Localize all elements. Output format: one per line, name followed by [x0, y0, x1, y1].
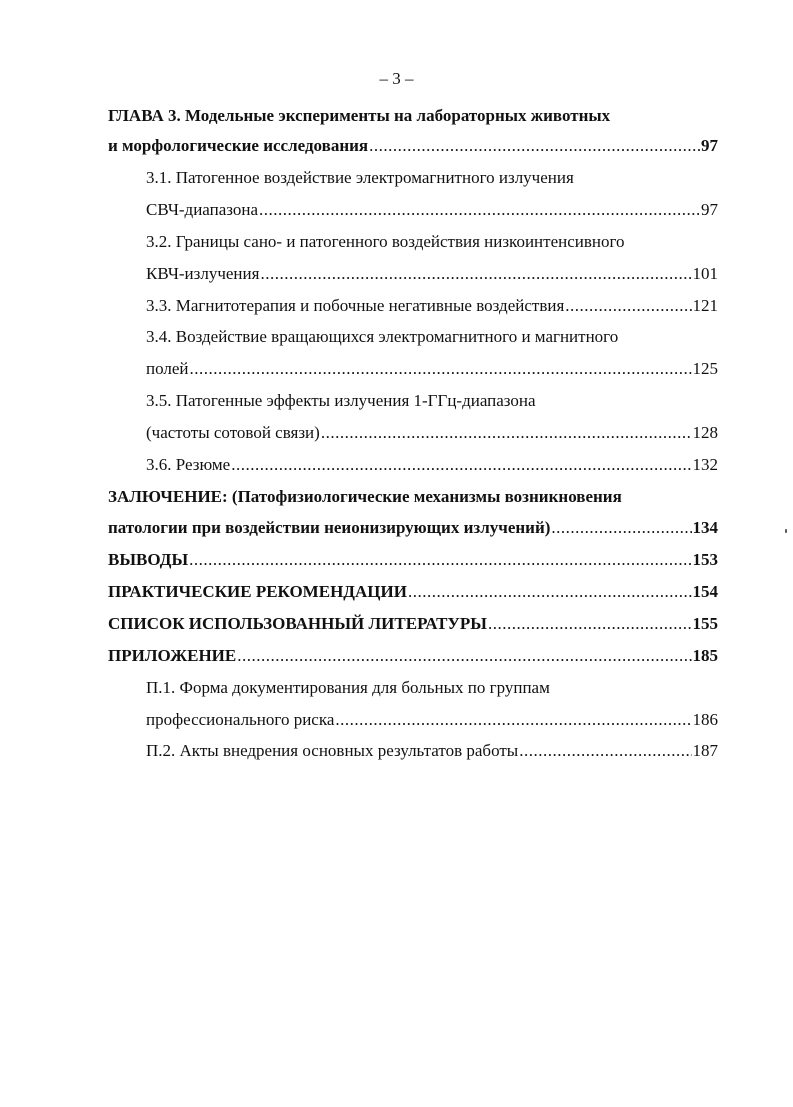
toc-entry-text: 3.5. Патогенные эффекты излучения 1-ГГц-диапазона	[146, 391, 536, 410]
toc-page-number: 155	[692, 614, 718, 633]
toc-section-3-4	[146, 326, 618, 348]
dot-leader	[260, 263, 691, 285]
dot-leader	[408, 581, 692, 603]
toc-section-3-6[interactable]	[146, 454, 718, 476]
toc-entry-text: 3.4. Воздействие вращающихся электромагнитного и магнитного	[146, 327, 619, 346]
toc-entry-text: патологии при воздействии неионизирующих излучений)	[108, 518, 551, 537]
toc-entry-text: ВЫВОДЫ	[108, 550, 189, 569]
toc-entry-text: КВЧ-излучения	[146, 264, 260, 283]
toc-page-number: 97	[701, 200, 718, 219]
toc-entry-text: 3.3. Магнитотерапия и побочные негативные воздействия	[146, 296, 565, 315]
toc-appendix-1-cont[interactable]	[146, 709, 718, 731]
toc-entry-text: 3.2. Границы сано- и патогенного воздействия низкоинтенсивного	[146, 232, 625, 251]
toc-page-number: 187	[692, 741, 718, 760]
dot-leader	[519, 740, 691, 762]
toc-section-3-5	[146, 390, 536, 412]
toc-page-number: 97	[701, 136, 718, 155]
toc-entry-text: СВЧ-диапазона	[146, 200, 259, 219]
dot-leader	[237, 645, 691, 667]
dot-leader	[335, 709, 691, 731]
toc-conclusion	[108, 486, 622, 508]
toc-entry-text: ПРИЛОЖЕНИЕ	[108, 646, 237, 665]
toc-entry-text: П.2. Акты внедрения основных результатов работы	[146, 741, 519, 760]
toc-section-3-2-cont[interactable]	[146, 263, 718, 285]
dot-leader	[551, 517, 691, 539]
dot-leader	[190, 358, 692, 380]
toc-page-number: 154	[692, 582, 718, 601]
toc-findings[interactable]	[108, 549, 718, 571]
toc-section-3-5-cont[interactable]	[146, 422, 718, 444]
toc-entry-text: 3.6. Резюме	[146, 455, 231, 474]
toc-entry-text: П.1. Форма документирования для больных по группам	[146, 678, 550, 697]
toc-section-3-1-cont[interactable]	[146, 199, 718, 221]
toc-appendix[interactable]	[108, 645, 718, 667]
dot-leader	[259, 199, 700, 221]
toc-page-number: 128	[692, 423, 718, 442]
dot-leader	[321, 422, 692, 444]
toc-appendix-1	[146, 677, 550, 699]
dot-leader	[565, 295, 691, 317]
toc-page-number: 185	[692, 646, 718, 665]
dot-leader	[488, 613, 692, 635]
toc-page-number: 134	[692, 518, 718, 537]
toc-entry-text: 3.1. Патогенное воздействие электромагнитного излучения	[146, 168, 574, 187]
toc-page-number: 153	[692, 550, 718, 569]
dot-leader	[369, 135, 700, 157]
toc-recommendations[interactable]	[108, 581, 718, 603]
toc-entry-text: ГЛАВА 3. Модельные эксперименты на лабораторных животных	[108, 106, 611, 125]
toc-section-3-1	[146, 167, 574, 189]
toc-chapter-3-title	[108, 105, 610, 127]
dot-leader	[231, 454, 691, 476]
toc-entry-text: (частоты сотовой связи)	[146, 423, 320, 442]
page-number: – 3 –	[379, 69, 414, 88]
toc-entry-text: полей	[146, 359, 189, 378]
scan-speck	[785, 529, 787, 533]
dot-leader	[189, 549, 691, 571]
toc-section-3-4-cont[interactable]	[146, 358, 718, 380]
toc-entry-text: и морфологические исследования	[108, 136, 369, 155]
toc-conclusion-cont[interactable]	[108, 517, 718, 539]
toc-appendix-2[interactable]	[146, 740, 718, 762]
toc-page-number: 186	[692, 710, 718, 729]
toc-section-3-3[interactable]	[146, 295, 718, 317]
toc-section-3-2	[146, 231, 625, 253]
toc-page-number: 132	[692, 455, 718, 474]
toc-page-number: 101	[692, 264, 718, 283]
toc-references[interactable]	[108, 613, 718, 635]
toc-entry-text: СПИСОК ИСПОЛЬЗОВАННЫЙ ЛИТЕРАТУРЫ	[108, 614, 487, 633]
toc-page-number: 121	[692, 296, 718, 315]
toc-entry-text: ПРАКТИЧЕСКИЕ РЕКОМЕНДАЦИИ	[108, 582, 407, 601]
toc-entry-text: ЗАЛЮЧЕНИЕ: (Патофизиологические механизмы возникновения	[108, 487, 622, 506]
toc-page-number: 125	[692, 359, 718, 378]
toc-entry-text: профессионального риска	[146, 710, 335, 729]
toc-chapter-3-title-cont[interactable]	[108, 135, 718, 157]
